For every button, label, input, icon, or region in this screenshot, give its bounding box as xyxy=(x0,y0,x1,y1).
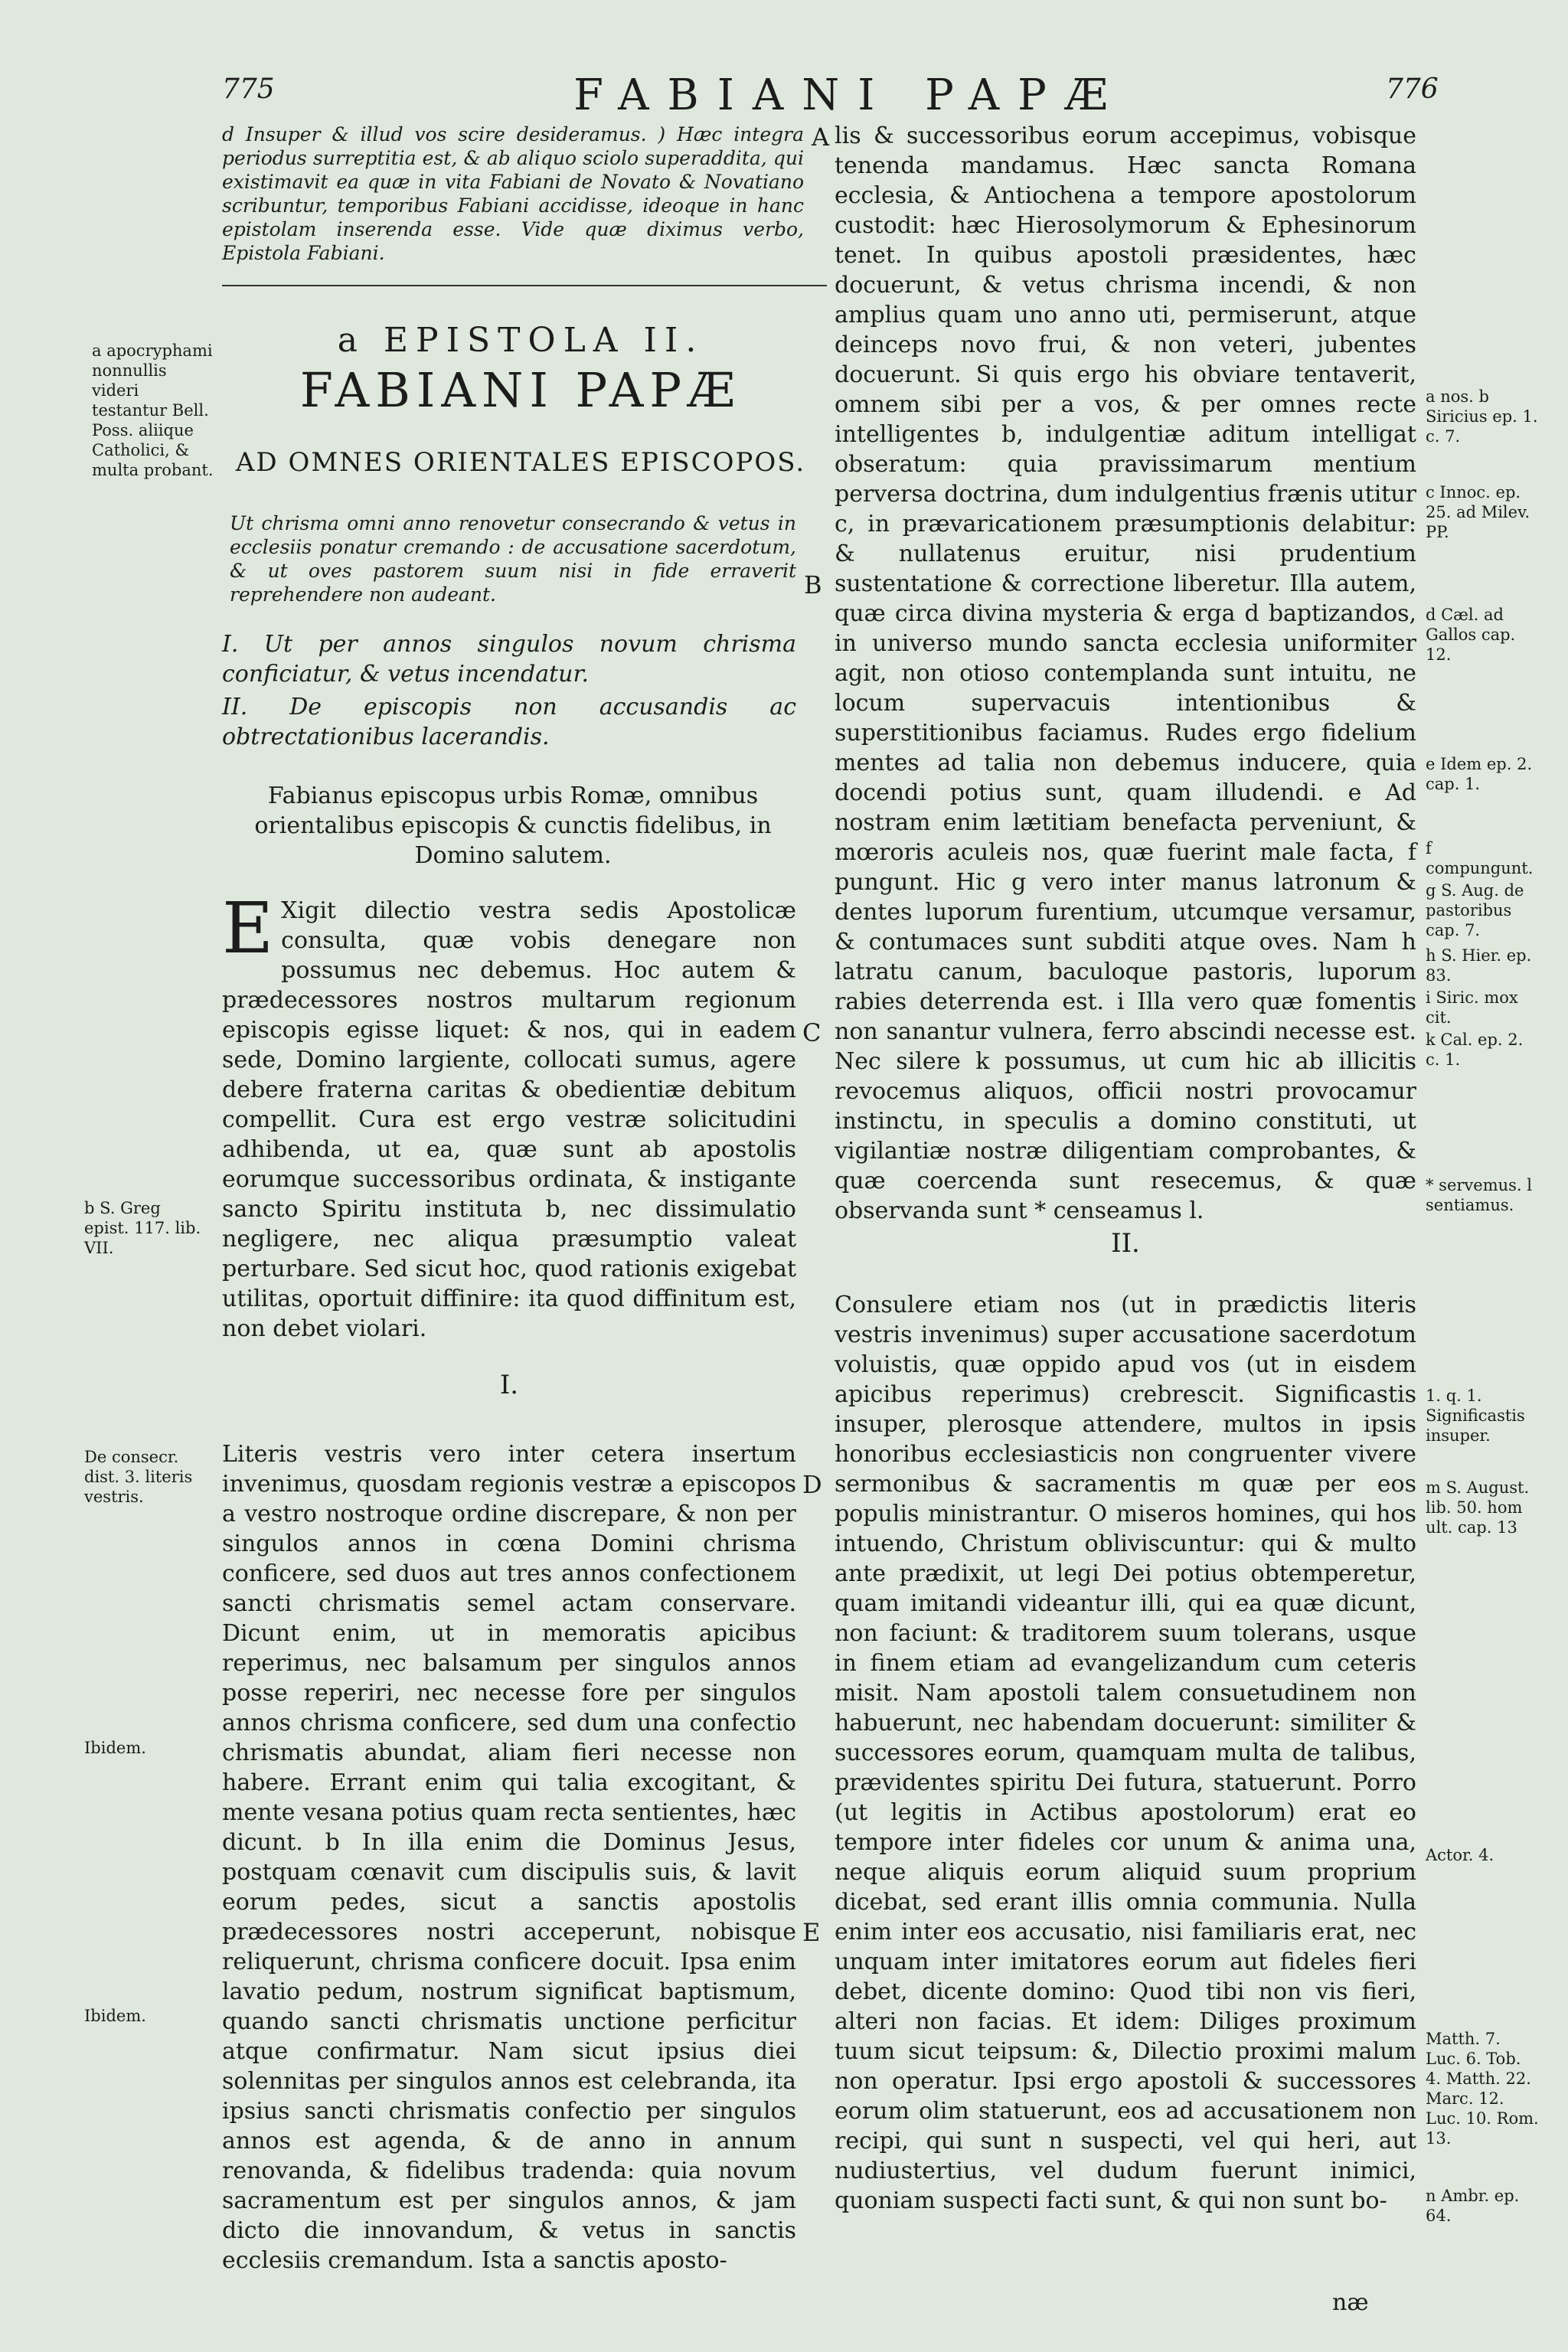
left-margin-note-4: Ibidem. xyxy=(84,1739,146,1757)
left-paragraph-1 xyxy=(222,887,796,1344)
left-paragraph-1-text: Xigit dilectio vestra sedis Apostolicæ consulta, quæ vobis denegare non possumus nec debemus. Hoc autem & prædecessores nostros multarum regionum episcopis egisse liquet: & nos, qui in eadem sede, Domino largiente, collocati sumus, agere debere fraterna caritas & obedientiæ debitum compellit. Cura est ergo vestræ solicitudini adhibenda, ut ea, quæ sunt ab apostolis eorumque successoribus ordinata, & instigante sancto Spiritu instituta b, nec dissimulatio negligere, nec aliqua præsumptio valeat perturbare. Sed sicut hoc, quod rationis exigebat utilitas, oportuit diffinire: ita quod diffinitum est, non debet violari. xyxy=(222,897,796,1342)
right-margin-note-9: k Cal. ep. 2. c. 1. xyxy=(1426,1031,1524,1069)
chapter-list-item-2: II. De episcopis non accusandis ac obtrectationibus lacerandis. xyxy=(222,694,796,750)
epistola-label: a EPISTOLA II. xyxy=(337,321,704,360)
section-heading-2: II. xyxy=(1111,1228,1140,1259)
section-letter-b: B xyxy=(804,570,822,599)
right-margin-note-5: f compungunt. xyxy=(1426,839,1534,877)
right-margin-note-12: m S. August. lib. 50. hom ult. cap. 13 xyxy=(1426,1478,1530,1537)
page-number-right: 776 xyxy=(1386,74,1439,105)
right-margin-note-11: 1. q. 1. Significastis insuper. xyxy=(1426,1387,1525,1445)
right-paragraph-2: Consulere etiam nos (ut in prædictis literis vestris invenimus) super accusatione sacerdotum voluistis, quæ oppido apud vos (ut in eisdem apicibus reperimus) crebrescit. Significastis insuper, plerosque attendere, multos in ipsis honoribus ecclesiasticis non congruenter vivere sermonibus & sacramentis m quæ per eos populis ministrantur. O miseros homines, qui hos intuendo, Christum obliviscuntur: qui & multo ante prædixit, ut legi Dei potius obtemperetur, quam imitandi videantur illi, qui ea quæ dicunt, non faciunt: & traditorem suum tolerans, usque in finem etiam ad evangelizandum cum ceteris misit. Nam apostoli talem consuetudinem non habuerunt, nec habendam docuerunt: similiter & successores eorum, quamquam multa de talibus, prævidentes spiritu Dei futura, statuerunt. Porro (ut legitis in Actibus apostolorum) erat eo tempore inter fideles cor unum & anima una, neque aliquis eorum aliquid suum proprium dicebat, sed erant illis omnia communia. Nulla enim inter eos accusatio, nisi familiaris erat, nec unquam inter imitatores eorum aut fideles fieri debet, dicente domino: Quod tibi non vis fieri, alteri non facias. Et idem: Diliges proximum tuum sicut teipsum: &, Dilectio proximi malum non operatur. Ipsi ergo apostoli & successores eorum olim statuerunt, eos ad accusationem non recipi, qui sunt n suspecti, vel qui heri, aut nudiustertius, vel dudum fuerunt inimici, quoniam suspecti facti sunt, & qui non sunt bo- xyxy=(835,1292,1416,2214)
right-margin-note-14: Matth. 7. Luc. 6. Tob. 4. Matth. 22. Marc. 12. Luc. 10. Rom. 13. xyxy=(1426,2030,1539,2148)
note-rule xyxy=(222,285,827,286)
right-margin-note-7: h S. Hier. ep. 83. xyxy=(1426,946,1532,985)
epistola-addressee: AD OMNES ORIENTALES EPISCOPOS. xyxy=(235,447,806,478)
right-margin-note-6: g S. Aug. de pastoribus cap. 7. xyxy=(1426,881,1524,939)
section-letter-a: A xyxy=(812,122,830,152)
right-margin-note-4: e Idem ep. 2. cap. 1. xyxy=(1426,755,1533,793)
left-paragraph-2: Literis vestris vero inter cetera insertum invenimus, quosdam regionis vestræ a episcopos a vestro nostroque ordine discrepare, & non per singulos annos in cœna Domini chrisma conficere, sed duos aut tres annos confectionem sancti chrismatis semel actam conservare. Dicunt enim, ut in memoratis apicibus reperimus, nec balsamum per singulos annos posse reperiri, nec necesse fore per singulos annos chrisma conficere, sed dum una confectio chrismatis abundat, aliam fieri necesse non habere. Errant enim qui talia excogitant, & mente vesana potius quam recta sentientes, hæc dicunt. b In illa enim die Dominus Jesus, postquam cœnavit cum discipulis suis, & lavit eorum pedes, sicut a sanctis apostolis prædecessores nostri acceperunt, nobisque reliquerunt, chrisma conficere docuit. Ipsa enim lavatio pedum, nostrum significat baptismum, quando sancti chrismatis unctione perficitur atque confirmatur. Nam sicut ipsius diei solennitas per singulos annos est celebranda, ita ipsius sancti chrismatis confectio per singulos annos est agenda, & de anno in annum renovanda, & fidelibus tradenda: quia novum sacramentum est per singulos annos, & jam dicto die innovandum, & vetus in sanctis ecclesiis cremandum. Ista a sanctis aposto- xyxy=(222,1441,796,2274)
section-letter-d: D xyxy=(802,1470,822,1499)
right-margin-note-13: Actor. 4. xyxy=(1426,1846,1494,1864)
right-margin-note-1: a nos. b Siricius ep. 1. c. 7. xyxy=(1426,387,1538,446)
chapter-list-item-1: I. Ut per annos singulos novum chrisma conficiatur, & vetus incendatur. xyxy=(222,631,796,688)
catchword: næ xyxy=(1332,2289,1369,2316)
section-heading-1: I. xyxy=(499,1370,519,1400)
salutation: Fabianus episcopus urbis Romæ, omnibus orientalibus episcopis & cunctis fidelibus, in Domino salutem. xyxy=(254,782,772,869)
left-margin-note-3: De consecr. dist. 3. literis vestris. xyxy=(84,1448,193,1506)
right-margin-note-15: n Ambr. ep. 64. xyxy=(1426,2187,1520,2225)
drop-capital: E xyxy=(222,887,274,969)
running-title: FABIANI PAPÆ xyxy=(573,70,1126,120)
left-margin-note-1: a apocryphami nonnullis videri testantur Bell. Poss. aliique Catholici, & multa probant. xyxy=(92,341,214,479)
left-margin-note-5: Ibidem. xyxy=(84,2007,146,2025)
epistola-summary: Ut chrisma omni anno renovetur consecrando & vetus in ecclesiis ponatur cremando : de accusatione sacerdotum, & ut oves pastorem suum nisi in fide erraverit reprehendere non audeant. xyxy=(230,512,796,606)
left-margin-note-2: b S. Greg epist. 117. lib. VII. xyxy=(84,1199,201,1257)
right-margin-note-8: i Siric. mox cit. xyxy=(1426,988,1518,1027)
right-margin-note-10: * servemus. l sentiamus. xyxy=(1426,1176,1532,1214)
fabiani-papae-title: FABIANI PAPÆ xyxy=(299,362,742,418)
section-letter-c: C xyxy=(802,1018,822,1047)
right-margin-note-3: d Cæl. ad Gallos cap. 12. xyxy=(1426,606,1516,664)
page-number-left: 775 xyxy=(222,74,275,105)
footnote-d: d Insuper & illud vos scire desideramus. ) Hæc integra periodus surreptitia est, & ab aliquo sciolo superaddita, qui existimavit ea quæ in vita Fabiani de Novato & Novatiano scribuntur, temporibus Fabiani accidisse, ideoque in hanc epistolam inserenda esse. Vide quæ diximus verbo, Epistola Fabiani. xyxy=(222,123,804,264)
section-letter-e: E xyxy=(802,1918,821,1947)
right-margin-note-2: c Innoc. ep. 25. ad Milev. PP. xyxy=(1426,483,1530,541)
right-paragraph-1: lis & successoribus eorum accepimus, vobisque tenenda mandamus. Hæc sancta Romana ecclesia, & Antiochena a tempore apostolorum custodit: hæc Hierosolymorum & Ephesinorum tenet. In quibus apostoli præsidentes, hæc docuerunt, & vetus chrisma incendi, & non amplius quam uno anno uti, permiserunt, atque deinceps novo frui, & non veteri, jubentes docuerunt. Si quis ergo his obviare tentaverit, omnem sibi per a vos, & per omnes recte intelligentes b, indulgentiæ aditum intelligat obseratum: quia pravissimarum mentium perversa doctrina, dum indulgentius frænis utitur c, in prævaricationem præsumptionis delabitur: & nullatenus eruitur, nisi prudentium sustentatione & correctione liberetur. Illa autem, quæ circa divina mysteria & erga d baptizandos, in universo mundo sancta ecclesia uniformiter agit, non otioso contemplanda sunt intuitu, ne locum supervacuis intentionibus & superstitionibus faciamus. Rudes ergo fidelium mentes ad talia non debemus inducere, quia docendi potius sunt, quam illudendi. e Ad nostram enim lætitiam benefacta perveniunt, & mœroris aculeis nos, quæ fuerint male facta, f pungunt. Hic g vero inter manus latronum & dentes luporum furentium, utcumque versamur, & contumaces sunt subditi atque oves. Nam h latratu canum, baculoque pastoris, luporum rabies deterrenda est. i Illa vero quæ fomentis non sanantur vulnera, ferro abscindi necesse est. Nec silere k possumus, ut cum hic ab illicitis revocemus aliquos, officii nostri provocamur instinctu, in speculis a domino constituti, ut vigilantiæ nostræ diligentiam comprobantes, & quæ coercenda sunt resecemus, & quæ observanda sunt * censeamus l. xyxy=(835,122,1416,1224)
